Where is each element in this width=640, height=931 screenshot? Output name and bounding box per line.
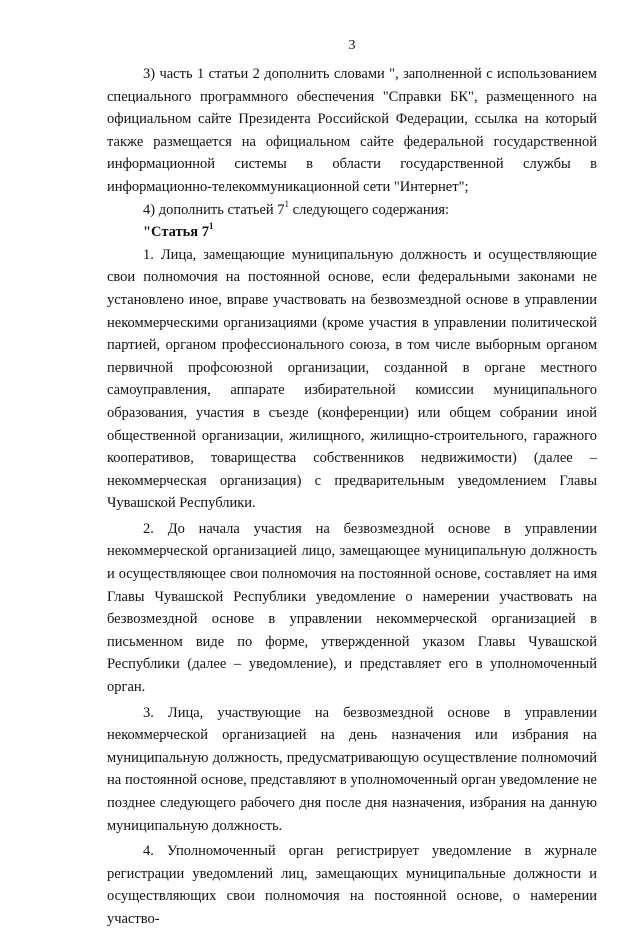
article-heading-superscript: 1 (209, 221, 214, 232)
paragraph-item-4-text: 4) дополнить статьей 7 (143, 201, 285, 218)
article-clause-4: 4. Уполномоченный орган регистрирует уведомление в журнале регистрации уведомлений лиц, замещающих муниципальные должности и осуществляющих свои полномочия на постоянной основе, о намерении участво- (107, 843, 597, 927)
article-clause-3: 3. Лица, участвующие на безвозмездной основе в управлении некоммерческой организацией на день назначения или избрания на муниципальную должность, предусматривающую осуществление полномочий на постоянной основе, представляют в уполномоченный орган уведомление не позднее следующего рабочего дня после дня назначения, избрания на данную муниципальную должность. (107, 704, 597, 834)
superscript-1: 1 (284, 198, 290, 209)
page-number: 3 (348, 38, 356, 53)
article-heading-text: "Статья 7 (143, 224, 210, 241)
document-page (107, 38, 597, 931)
article-heading (107, 221, 597, 244)
paragraph-item-4-tail: следующего содержания: (289, 201, 450, 218)
paragraph-item-4 (107, 199, 597, 222)
paragraph-item-3: 3) часть 1 статьи 2 дополнить словами ", заполненной с использованием специального программного обеспечения "Справки БК", размещенного на официальном сайте Президента Российской Федерации, ссылка на который также размещается на официальном сайте федеральной государственной информационной системы в области государственной службы в информационно-телекоммуникационной сети "Интернет"; (107, 66, 597, 195)
article-clause-1: 1. Лица, замещающие муниципальную должность и осуществляющие свои полномочия на постоянной основе, если федеральными законами не установлено иное, вправе участвовать на безвозмездной основе в управлении некоммерческими организациями (кроме участия в управлении политической партией, органом профессионального союза, в том числе выборным органом первичной профсоюзной организации, созданной в органе местного самоуправления, аппарате избирательной комиссии муниципального образования, участия в съезде (конференции) или общем собрании иной общественной организации, жилищного, жилищно-строительного, гаражного кооперативов, товарищества собственников недвижимости) (далее – некоммерческая организация) с предварительным уведомлением Главы Чувашской Республики. (107, 246, 597, 512)
article-clause-2: 2. До начала участия на безвозмездной основе в управлении некоммерческой организацией лицо, замещающее муниципальную должность и осуществляющее свои полномочия на постоянной основе, составляет на имя Главы Чувашской Республики уведомление о намерении участвовать на безвозмездной основе в управлении некоммерческой организацией в письменном виде по форме, утвержденной указом Главы Чувашской Республики (далее – уведомление), и представляет его в уполномоченный орган. (107, 520, 597, 696)
